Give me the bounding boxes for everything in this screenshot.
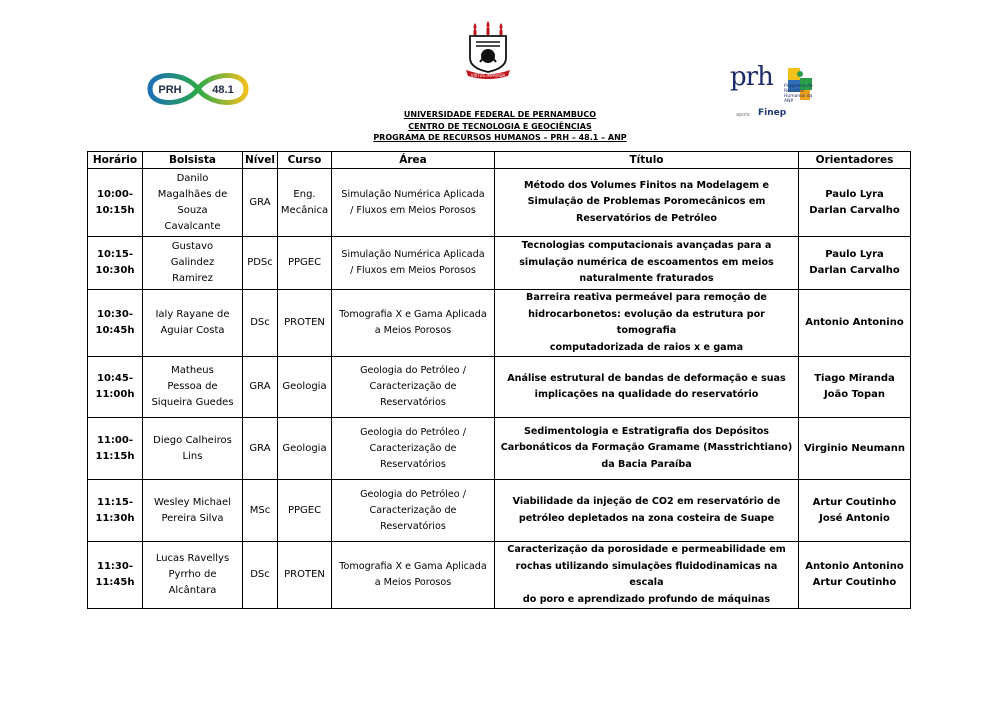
- horario-line: 10:30h: [95, 265, 135, 276]
- area-cell: [332, 357, 495, 418]
- area-line: / Fluxos em Meios Porosos: [350, 265, 476, 276]
- curso-cell: [278, 542, 332, 609]
- curso-line: PPGEC: [287, 257, 322, 268]
- orientadores-line: Artur Coutinho: [812, 577, 897, 588]
- titulo-cell: [495, 542, 799, 609]
- horario-cell: [88, 357, 143, 418]
- area-line: Caracterização de: [369, 442, 457, 454]
- area-line: Geologia do Petróleo /: [360, 426, 466, 438]
- titulo-line: da Bacia Paraíba: [601, 458, 692, 470]
- nivel-cell: GRA: [243, 357, 278, 418]
- schedule-table: [87, 151, 911, 609]
- prh-48-1-logo: [146, 66, 250, 112]
- prh-logo-text: PRH: [158, 84, 182, 96]
- orientadores-line: Tiago Miranda: [814, 373, 895, 384]
- titulo-line: Sedimentologia e Estratigrafia dos Depósitos: [523, 425, 770, 437]
- orientadores-cell: [799, 169, 911, 237]
- horario-cell: [88, 418, 143, 480]
- col-header-nivel: Nível: [243, 152, 278, 169]
- bolsista-line: Aguiar Costa: [160, 325, 225, 336]
- orientadores-line: Paulo Lyra: [825, 188, 884, 200]
- orientadores-line: Antonio Antonino: [805, 561, 904, 572]
- titulo-cell: [495, 237, 799, 290]
- area-line: Tomografia X e Gama Aplicada: [339, 309, 487, 320]
- orientadores-line: Paulo Lyra: [825, 249, 884, 260]
- bolsista-line: Ialy Rayane de: [155, 309, 230, 320]
- university-name: UNIVERSIDADE FEDERAL DE PERNAMBUCO: [403, 110, 597, 119]
- titulo-line: Análise estrutural de bandas de deformação e suas: [507, 372, 786, 384]
- prh-logo-number: 48.1: [212, 84, 234, 96]
- center-name: CENTRO DE TECNOLOGIA E GEOCIÊNCIAS: [408, 121, 592, 131]
- orientadores-cell: [799, 237, 911, 290]
- horario-line: 11:45h: [95, 577, 135, 588]
- titulo-line: implicações na qualidade do reservatório: [534, 389, 759, 400]
- horario-line: 10:45-: [97, 373, 133, 384]
- crest-motto: VIRTUS IMPAVIDA: [470, 73, 506, 78]
- horario-line: 11:15-: [97, 496, 133, 508]
- horario-cell: [88, 542, 143, 609]
- bolsista-line: Danilo: [176, 172, 209, 184]
- horario-line: 11:30h: [95, 512, 135, 524]
- titulo-line: simulação numérica de escoamentos em meios: [519, 256, 774, 268]
- apoio-label: apoio: [736, 112, 750, 118]
- document-header: [0, 109, 1000, 144]
- bolsista-line: Alcântara: [168, 585, 217, 596]
- curso-cell: [278, 357, 332, 418]
- curso-line: Geologia: [282, 381, 327, 392]
- curso-cell: [278, 480, 332, 542]
- horario-line: 10:30-: [97, 309, 133, 320]
- titulo-line: Simulação de Problemas Poromecânicos em: [527, 196, 766, 208]
- titulo-cell: [495, 480, 799, 542]
- horario-cell: [88, 290, 143, 357]
- horario-cell: [88, 169, 143, 237]
- bolsista-cell: [143, 290, 243, 357]
- prh-subtitle: Programa de Recursos Humanos da ANP: [784, 84, 813, 104]
- table-row: [88, 480, 911, 542]
- area-line: / Fluxos em Meios Porosos: [350, 204, 476, 216]
- titulo-line: Carbonáticos da Formação Gramame (Masstrichtiano): [500, 442, 793, 454]
- orientadores-line: Artur Coutinho: [812, 496, 897, 508]
- horario-line: 11:15h: [95, 450, 135, 462]
- nivel-cell: PDSc: [243, 237, 278, 290]
- titulo-cell: [495, 169, 799, 237]
- titulo-line: Barreira reativa permeável para remoção de: [526, 292, 767, 303]
- orientadores-line: Darlan Carvalho: [809, 265, 900, 276]
- orientadores-line: Antonio Antonino: [805, 317, 904, 328]
- area-cell: [332, 542, 495, 609]
- horario-line: 10:00-: [97, 188, 133, 200]
- nivel-cell: DSc: [243, 542, 278, 609]
- titulo-line: naturalmente fraturados: [579, 273, 714, 285]
- titulo-cell: [495, 357, 799, 418]
- bolsista-line: Lins: [182, 450, 203, 462]
- curso-line: Mecânica: [280, 204, 329, 216]
- finep-label: Finep: [758, 108, 787, 118]
- area-line: Geologia do Petróleo /: [360, 365, 466, 376]
- titulo-line: petróleo depletados na zona costeira de Suape: [518, 512, 775, 524]
- area-cell: [332, 290, 495, 357]
- horario-line: 11:00h: [95, 389, 135, 400]
- bolsista-line: Souza: [177, 204, 208, 216]
- bolsista-line: Lucas Ravellys: [155, 553, 230, 564]
- orientadores-cell: [799, 290, 911, 357]
- titulo-line: Viabilidade da injeção de CO2 em reservatório de: [512, 496, 781, 507]
- area-line: a Meios Porosos: [374, 577, 452, 588]
- horario-line: 10:15h: [95, 204, 135, 216]
- titulo-line: Reservatórios de Petróleo: [576, 212, 717, 224]
- horario-line: 10:45h: [95, 325, 135, 336]
- area-cell: [332, 237, 495, 290]
- horario-line: 11:30-: [97, 561, 133, 572]
- titulo-line: Método dos Volumes Finitos na Modelagem e: [523, 179, 770, 191]
- bolsista-line: Ramirez: [172, 273, 213, 284]
- col-header-orientadores: Orientadores: [799, 152, 911, 169]
- bolsista-line: Cavalcante: [164, 220, 221, 232]
- bolsista-line: Magalhães de: [157, 188, 228, 200]
- curso-cell: [278, 418, 332, 480]
- horario-line: 11:00-: [97, 434, 133, 446]
- orientadores-cell: [799, 357, 911, 418]
- curso-cell: [278, 169, 332, 237]
- curso-line: PROTEN: [284, 569, 325, 580]
- bolsista-line: Pereira Silva: [161, 512, 224, 524]
- curso-cell: [278, 290, 332, 357]
- bolsista-cell: [143, 418, 243, 480]
- table-header-row: [88, 152, 911, 169]
- table-row: [88, 169, 911, 237]
- nivel-cell: MSc: [243, 480, 278, 542]
- table-row: [88, 357, 911, 418]
- prh-brand-word: prh: [730, 62, 773, 92]
- curso-cell: [278, 237, 332, 290]
- bolsista-cell: [143, 237, 243, 290]
- bolsista-line: Diego Calheiros: [153, 434, 232, 446]
- area-line: Geologia do Petróleo /: [360, 488, 466, 500]
- bolsista-cell: [143, 357, 243, 418]
- titulo-cell: [495, 418, 799, 480]
- table-row: [88, 237, 911, 290]
- area-line: Reservatórios: [380, 458, 446, 470]
- titulo-line: hidrocarbonetos: evolução da estrutura por tomografia: [528, 308, 765, 336]
- area-cell: [332, 418, 495, 480]
- orientadores-cell: [799, 418, 911, 480]
- program-name: PROGRAMA DE RECURSOS HUMANOS – PRH – 48.1 – ANP: [373, 133, 627, 142]
- horario-cell: [88, 237, 143, 290]
- titulo-line: computadorizada de raios x e gama: [549, 341, 744, 353]
- area-line: a Meios Porosos: [374, 325, 452, 336]
- area-line: Caracterização de: [369, 504, 457, 516]
- bolsista-line: Gustavo: [171, 241, 214, 252]
- bolsista-line: Pessoa de: [167, 381, 218, 392]
- bolsista-line: Siqueira Guedes: [151, 397, 234, 408]
- col-header-horario: Horário: [88, 152, 143, 169]
- curso-line: Geologia: [282, 442, 327, 454]
- col-header-area: Área: [332, 152, 495, 169]
- curso-line: PPGEC: [287, 504, 322, 516]
- area-line: Reservatórios: [380, 520, 446, 532]
- titulo-line: Tecnologias computacionais avançadas para a: [521, 240, 772, 252]
- orientadores-line: João Topan: [823, 389, 886, 400]
- area-line: Simulação Numérica Aplicada: [341, 188, 485, 200]
- titulo-line: Caracterização da porosidade e permeabilidade em: [507, 544, 786, 555]
- horario-cell: [88, 480, 143, 542]
- orientadores-line: José Antonio: [819, 512, 890, 524]
- bolsista-cell: [143, 480, 243, 542]
- titulo-line: do poro e aprendizado profundo de máquinas: [522, 593, 771, 605]
- horario-line: 10:15-: [97, 249, 133, 260]
- bolsista-cell: [143, 169, 243, 237]
- orientadores-cell: [799, 480, 911, 542]
- area-line: Simulação Numérica Aplicada: [341, 249, 485, 260]
- titulo-line: rochas utilizando simulações fluidodinamicas na escala: [515, 560, 778, 588]
- col-header-bolsista: Bolsista: [143, 152, 243, 169]
- col-header-titulo: Título: [495, 152, 799, 169]
- table-row: [88, 418, 911, 480]
- curso-line: Eng.: [293, 188, 316, 200]
- bolsista-line: Wesley Michael: [154, 496, 231, 508]
- ufpe-crest-logo: [462, 20, 514, 82]
- area-cell: [332, 480, 495, 542]
- bolsista-cell: [143, 542, 243, 609]
- col-header-curso: Curso: [278, 152, 332, 169]
- bolsista-line: Matheus: [171, 365, 214, 376]
- area-line: Tomografia X e Gama Aplicada: [339, 561, 487, 572]
- nivel-cell: DSc: [243, 290, 278, 357]
- bolsista-line: Galindez: [170, 257, 215, 268]
- table-row: [88, 542, 911, 609]
- orientadores-line: Virginio Neumann: [803, 442, 906, 454]
- orientadores-line: Darlan Carvalho: [809, 204, 900, 216]
- table-row: [88, 290, 911, 357]
- area-cell: [332, 169, 495, 237]
- area-line: Caracterização de: [369, 381, 457, 392]
- curso-line: PROTEN: [284, 317, 325, 328]
- area-line: Reservatórios: [380, 397, 446, 408]
- bolsista-line: Pyrrho de: [168, 569, 217, 580]
- nivel-cell: GRA: [243, 169, 278, 237]
- nivel-cell: GRA: [243, 418, 278, 480]
- titulo-cell: [495, 290, 799, 357]
- orientadores-cell: [799, 542, 911, 609]
